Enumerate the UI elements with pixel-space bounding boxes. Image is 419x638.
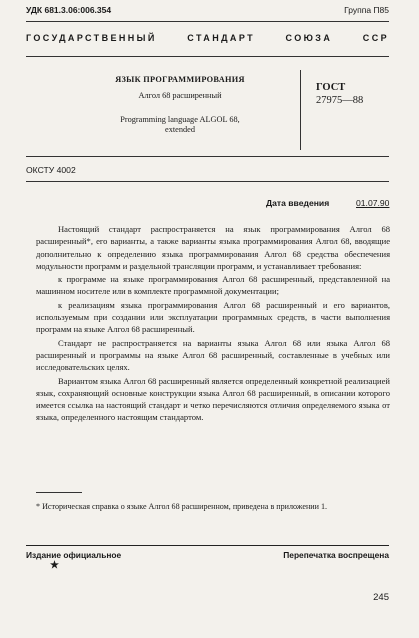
title-rule (26, 56, 389, 57)
okstu-code: ОКСТУ 4002 (26, 165, 76, 175)
header-divider (300, 70, 301, 150)
udk-code: УДК 681.3.06:006.354 (26, 5, 112, 15)
standard-name-ru: ЯЗЫК ПРОГРАММИРОВАНИЯ (115, 75, 245, 84)
standard-name-en-line1: Programming language ALGOL 68, (120, 115, 240, 124)
gost-label: ГОСТ (316, 82, 346, 93)
standard-name-ru-subtitle: Алгол 68 расширенный (138, 91, 222, 100)
bottom-rule (26, 545, 389, 546)
paragraph-scope: Настоящий стандарт распространяется на язык программирования Алгол 68 расширенный*, его варианты, а также варианты языка программирования Алгол 68, вводящие дополнительно к определению языка программирования Алгол 68 средства обеспечения модульности программ и раздельной трансляции программ, и устанавливает требования: (36, 224, 390, 271)
date-value: 01.07.90 (356, 198, 390, 208)
official-edition-label: Издание официальное (26, 550, 122, 560)
page-number: 245 (373, 592, 389, 603)
footnote-rule (36, 492, 82, 493)
gost-block (316, 81, 363, 107)
paragraph-requirement-program: к программе на языке программирования Алгол 68 расширенный, представленной на машинном носителе или в комплекте программной документации; (36, 274, 390, 297)
state-standard-title: ГОСУДАРСТВЕННЫЙ СТАНДАРТ СОЮЗА ССР (26, 33, 389, 43)
group-code: Группа П85 (344, 5, 389, 15)
body-text (36, 223, 390, 425)
paragraph-variant-definition: Вариантом языка Алгол 68 расширенный является определенный конкретной реализацией язык, сохраняющий основные конструкции языка Алгол 68 расширенный, в описании которого имеется ссылка на настоящий стандарт и четко перечисляются отличия определяемого языка от языка, определенного настоящим стандартом. (36, 375, 390, 423)
paragraph-requirement-implementation: к реализациям языка программирования Алгол 68 расширенный и его вариантов, используемым при создании или эксплуатации программных средств, в части выполнения программ на языке Алгол 68 расширенный. (36, 299, 390, 335)
okstu-rule-bottom (26, 181, 389, 182)
gost-number: 27975—88 (316, 95, 364, 106)
reprint-prohibited-label: Перепечатка воспрещена (283, 550, 389, 560)
date-label: Дата введения (266, 198, 330, 208)
okstu-rule-top (26, 156, 389, 157)
standard-name-en-line2: extended (165, 125, 195, 134)
footnote: * Историческая справка о языке Алгол 68 расширенном, приведена в приложении 1. (36, 502, 328, 511)
top-rule (26, 21, 389, 22)
paragraph-exclusion: Стандарт не распространяется на варианты языка Алгол 68 или языка Алгол 68 расширенный и программы на языке Алгол 68 расширенный, составленные в учебных или исследовательских целях. (36, 337, 390, 373)
standard-name-en (80, 115, 280, 135)
star-icon: ★ (50, 560, 59, 571)
